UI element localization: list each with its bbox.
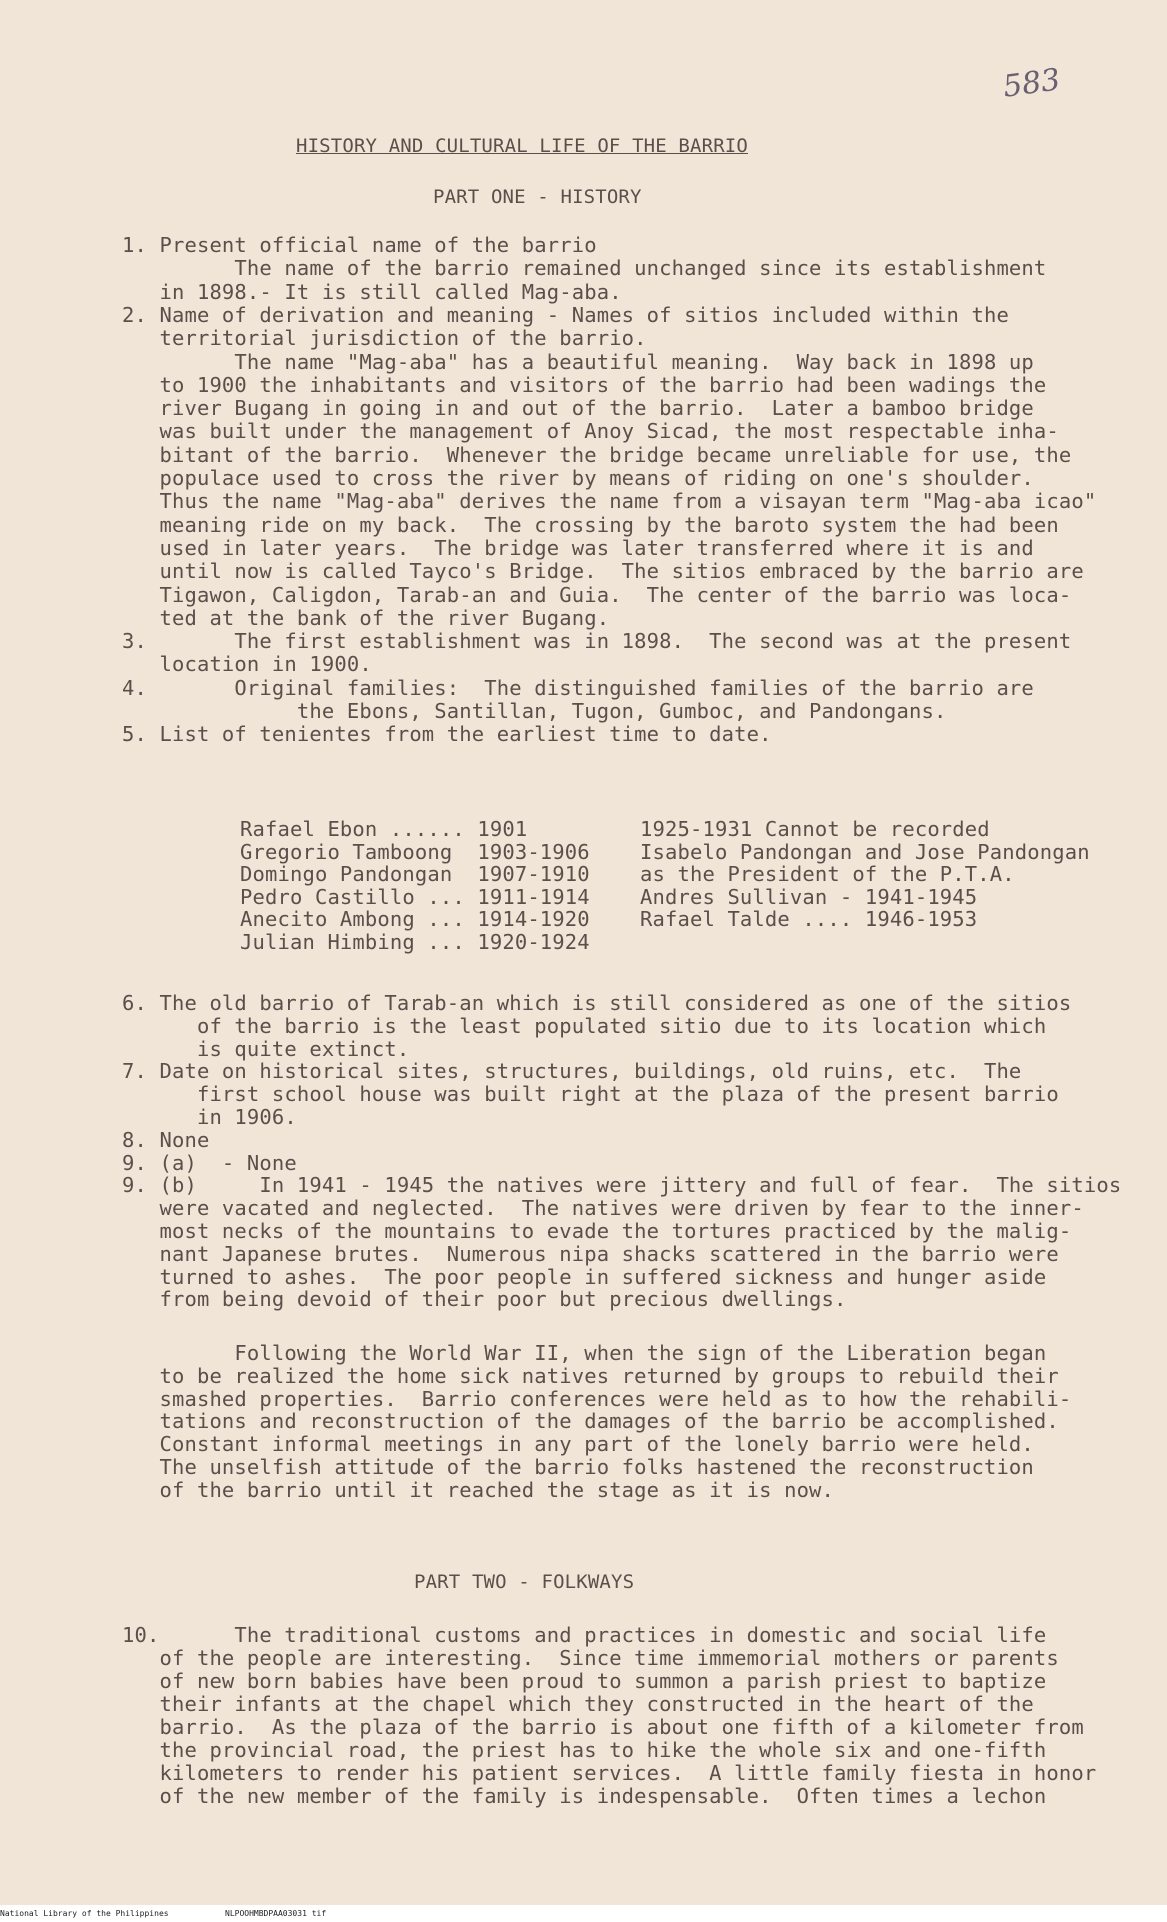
text-line: first school house was built right at the plaza of the present barrio [122,1082,1059,1107]
text-line: Following the World War II, when the sign of the Liberation began [122,1341,1047,1365]
text-line: the provincial road, the priest has to hike the whole six and one-fifth [122,1738,1047,1762]
text-line: 4. Original families: The distinguished families of the barrio are [122,675,1034,700]
text-line: populace used to cross the river by means of riding on one's shoulder. [122,466,1034,490]
text-line: 7. Date on historical sites, structures, buildings, old ruins, etc. The [122,1059,1022,1084]
text-line: of new born babies have been proud to summon a parish priest to baptize [122,1669,1047,1693]
text-line: 2. Name of derivation and meaning - Names of sitios included within the [122,302,1009,327]
teniente-entry: Domingo Pandongan 1907-1910 [240,862,590,886]
footer-file-id: NLPOOHMBDPAA03031 tif [225,1909,327,1918]
teniente-entry: 1925-1931 Cannot be recorded [640,817,990,841]
text-line: territorial jurisdiction of the barrio. [122,326,647,351]
text-line: in 1906. [122,1105,297,1129]
text-line: turned to ashes. The poor people in suffered sickness and hunger aside [122,1264,1047,1289]
text-line: bitant of the barrio. Whenever the bridge became unreliable for use, the [122,442,1072,467]
text-line: of the people are interesting. Since time immemorial mothers or parents [122,1646,1059,1670]
footer-library: National Library of the Philippines [0,1909,169,1918]
text-line: 10. The traditional customs and practices in domestic and social life [122,1623,1047,1647]
text-line: Constant informal meetings in any part of the lonely barrio were held. [122,1432,1034,1457]
page-title: HISTORY AND CULTURAL LIFE OF THE BARRIO [296,135,748,157]
text-line: The name "Mag-aba" has a beautiful meaning. Way back in 1898 up [122,349,1034,374]
text-line: in 1898.- It is still called Mag-aba. [122,279,622,304]
text-line: 6. The old barrio of Tarab-an which is still considered as one of the sitios [122,991,1072,1015]
teniente-entry: Rafael Ebon ...... 1901 [240,817,528,841]
text-line: 8. None [122,1127,210,1152]
part-two-heading: PART TWO - FOLKWAYS [414,1571,635,1593]
teniente-entry: Isabelo Pandongan and Jose Pandongan [640,839,1090,864]
text-line: was built under the management of Anoy Sicad, the most respectable inha- [122,419,1059,444]
text-line: Tigawon, Caligdon, Tarab-an and Guia. The center of the barrio was loca- [122,582,1072,607]
teniente-entry: Julian Himbing ... 1920-1924 [240,929,590,954]
text-line: until now is called Tayco's Bridge. The sitios embraced by the barrio are [122,559,1084,584]
text-line: 1. Present official name of the barrio [122,233,597,257]
text-line: to 1900 the inhabitants and visitors of the barrio had been wadings the [122,372,1047,397]
scan-footer [0,1905,1167,1922]
text-line: to be realized the home sick natives returned by groups to rebuild their [122,1363,1059,1388]
text-line: most necks of the mountains to evade the tortures practiced by the malig- [122,1219,1072,1243]
text-line: 5. List of tenientes from the earliest time to date. [122,722,772,747]
text-line: used in later years. The bridge was later transferred where it is and [122,535,1034,560]
text-line: location in 1900. [122,652,372,677]
text-line: The unselfish attitude of the barrio folks hastened the reconstruction [122,1455,1034,1479]
text-line: kilometers to render his patient services. A little family fiesta in honor [122,1761,1097,1785]
text-line: smashed properties. Barrio conferences were held as to how the rehabili- [122,1386,1072,1411]
text-line: of the barrio is the least populated sitio due to its location which [122,1013,1047,1038]
teniente-entry: Gregorio Tamboong 1903-1906 [240,839,590,864]
part-one-heading: PART ONE - HISTORY [433,186,642,208]
text-line: 3. The first establishment was in 1898. The second was at the present [122,629,1072,654]
text-line: meaning ride on my back. The crossing by the baroto system the had been [122,512,1059,537]
text-line: 9. (b) In 1941 - 1945 the natives were jittery and full of fear. The sitios [122,1173,1122,1198]
text-line: 9. (a) - None [122,1150,297,1175]
page-number: 583 [1000,62,1063,105]
text-line: from being devoid of their poor but precious dwellings. [122,1287,847,1312]
teniente-entry: Andres Sullivan - 1941-1945 [640,884,978,909]
text-line: of the new member of the family is indespensable. Often times a lechon [122,1784,1047,1808]
text-line: were vacated and neglected. The natives were driven by fear to the inner- [122,1196,1084,1221]
text-line: Thus the name "Mag-aba" derives the name from a visayan term "Mag-aba icao" [122,489,1097,514]
text-line: the Ebons, Santillan, Tugon, Gumboc, and Pandongans. [122,699,947,723]
teniente-entry: Anecito Ambong ... 1914-1920 [240,907,590,931]
text-line: their infants at the chapel which they constructed in the heart of the [122,1692,1034,1716]
text-line: ted at the bank of the river Bugang. [122,605,610,630]
teniente-entry: as the President of the P.T.A. [640,862,1015,886]
teniente-entry: Pedro Castillo ... 1911-1914 [240,884,590,909]
text-line: is quite extinct. [122,1036,410,1061]
text-line: tations and reconstruction of the damages of the barrio be accomplished. [122,1409,1059,1434]
text-line: of the barrio until it reached the stage as it is now. [122,1477,835,1502]
text-line: river Bugang in going in and out of the barrio. Later a bamboo bridge [122,396,1034,421]
teniente-entry: Rafael Talde .... 1946-1953 [640,907,978,931]
text-line: The name of the barrio remained unchanged since its establishment [122,256,1047,281]
text-line: nant Japanese brutes. Numerous nipa shacks scattered in the barrio were [122,1241,1059,1266]
text-line: barrio. As the plaza of the barrio is about one fifth of a kilometer from [122,1715,1084,1739]
